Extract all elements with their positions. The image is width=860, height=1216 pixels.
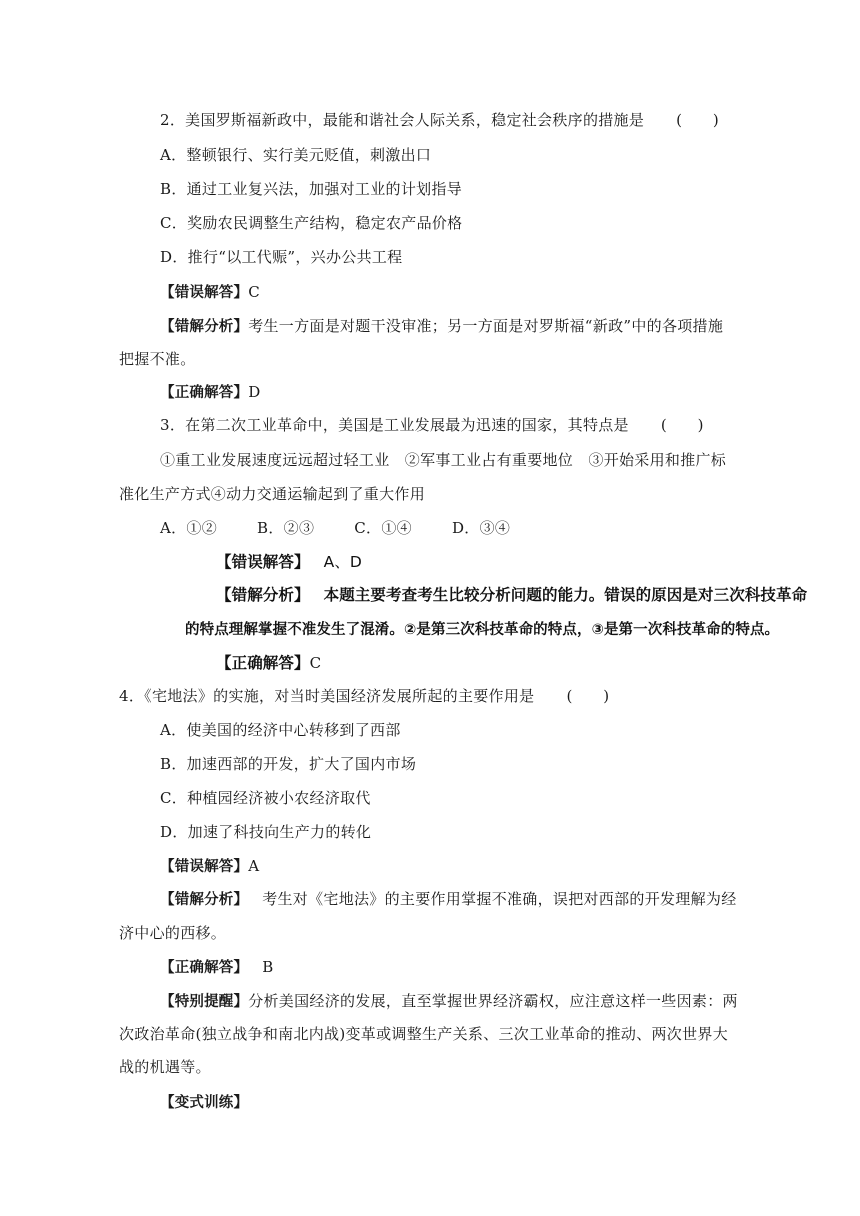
q2-correct-value: D bbox=[248, 383, 261, 401]
q2-answer-paren: ( ) bbox=[676, 111, 720, 129]
variant-training-label: 【变式训练】 bbox=[160, 1095, 249, 1111]
q3-correct-label: 【正确解答】 bbox=[216, 654, 310, 672]
q3-analysis-line2: 的特点理解掌握不准发生了混淆。②是第三次科技革命的特点，③是第一次科技革命的特点。 bbox=[185, 622, 780, 638]
q4-option-b: B．加速西部的开发，扩大了国内市场 bbox=[160, 755, 417, 773]
q3-items-line1: ①重工业发展速度远远超过轻工业 ②军事工业占有重要地位 ③开始采用和推广标 bbox=[160, 451, 727, 469]
q2-analysis-line2: 把握不准。 bbox=[119, 350, 196, 368]
q3-analysis bbox=[216, 585, 807, 605]
q4-wrong-answer bbox=[160, 856, 259, 877]
q2-option-c: C．奖励农民调整生产结构，稳定农产品价格 bbox=[160, 214, 463, 232]
q4-stem-text: 4．《宅地法》的实施，对当时美国经济发展所起的主要作用是 bbox=[119, 687, 535, 705]
q3-options bbox=[160, 518, 510, 538]
q4-option-d: D．加速了科技向生产力的转化 bbox=[160, 823, 372, 841]
q3-correct-value: C bbox=[309, 654, 322, 672]
q3-answer-paren: ( ) bbox=[660, 416, 704, 434]
q4-answer-paren: ( ) bbox=[566, 687, 610, 705]
q4-stem bbox=[119, 686, 609, 706]
q4-correct-value: B bbox=[262, 958, 274, 976]
q3-correct-answer bbox=[216, 653, 321, 673]
q4-reminder-line3: 战的机遇等。 bbox=[119, 1058, 211, 1076]
q2-analysis bbox=[160, 316, 723, 337]
q2-stem-text: 2．美国罗斯福新政中，最能和谐社会人际关系，稳定社会秩序的措施是 bbox=[160, 111, 645, 129]
q3-option-d: D．③④ bbox=[451, 519, 511, 537]
q4-wrong-answer-value: A bbox=[248, 857, 260, 875]
q4-correct-answer bbox=[160, 957, 274, 978]
q3-option-a: A．①② bbox=[160, 519, 218, 537]
q4-reminder-line2: 次政治革命(独立战争和南北内战)变革或调整生产关系、三次工业革命的推动、两次世界大 bbox=[119, 1025, 729, 1043]
q4-analysis bbox=[160, 889, 737, 910]
q4-option-c: C．种植园经济被小农经济取代 bbox=[160, 789, 371, 807]
q2-correct-label: 【正确解答】 bbox=[160, 385, 249, 401]
q3-analysis-label: 【错解分析】 bbox=[216, 586, 310, 604]
q3-wrong-answer bbox=[216, 552, 362, 572]
q4-reminder bbox=[160, 991, 738, 1012]
q3-stem bbox=[160, 415, 704, 435]
q3-option-b: B．②③ bbox=[257, 519, 315, 537]
variant-training-heading bbox=[160, 1092, 248, 1113]
q3-wrong-answer-label: 【错误解答】 bbox=[216, 553, 310, 571]
q4-reminder-line1: 分析美国经济的发展，直至掌握世界经济霸权，应注意这样一些因素：两 bbox=[248, 992, 738, 1010]
q3-wrong-answer-value: A、D bbox=[323, 553, 362, 571]
q2-option-d: D．推行“以工代赈”，兴办公共工程 bbox=[160, 248, 403, 266]
q3-items-line2: 准化生产方式④动力交通运输起到了重大作用 bbox=[119, 485, 426, 503]
q2-option-b: B．通过工业复兴法，加强对工业的计划指导 bbox=[160, 180, 463, 198]
q4-option-a: A．使美国的经济中心转移到了西部 bbox=[160, 721, 401, 739]
q4-correct-label: 【正确解答】 bbox=[160, 960, 249, 976]
q4-analysis-label: 【错解分析】 bbox=[160, 892, 249, 908]
q2-option-a: A．整顿银行、实行美元贬值，刺激出口 bbox=[160, 146, 432, 164]
q2-stem bbox=[160, 110, 719, 130]
q2-wrong-answer bbox=[160, 282, 260, 303]
q4-wrong-answer-label: 【错误解答】 bbox=[160, 859, 249, 875]
q4-reminder-label: 【特别提醒】 bbox=[160, 994, 249, 1010]
q4-analysis-line2: 济中心的西移。 bbox=[119, 924, 227, 942]
q2-correct-answer bbox=[160, 382, 261, 403]
q3-option-c: C．①④ bbox=[354, 519, 412, 537]
q3-stem-text: 3．在第二次工业革命中，美国是工业发展最为迅速的国家，其特点是 bbox=[160, 416, 629, 434]
q4-analysis-line1: 考生对《宅地法》的主要作用掌握不准确，误把对西部的开发理解为经 bbox=[262, 890, 737, 908]
q2-wrong-answer-value: C bbox=[248, 283, 260, 301]
q2-wrong-answer-label: 【错误解答】 bbox=[160, 285, 249, 301]
q2-analysis-line1: 考生一方面是对题干没审准；另一方面是对罗斯福“新政”中的各项措施 bbox=[248, 317, 724, 335]
q3-analysis-line2-row bbox=[185, 619, 779, 640]
q3-analysis-line1: 本题主要考查考生比较分析问题的能力。错误的原因是对三次科技革命 bbox=[323, 586, 808, 604]
q2-analysis-label: 【错解分析】 bbox=[160, 319, 249, 335]
